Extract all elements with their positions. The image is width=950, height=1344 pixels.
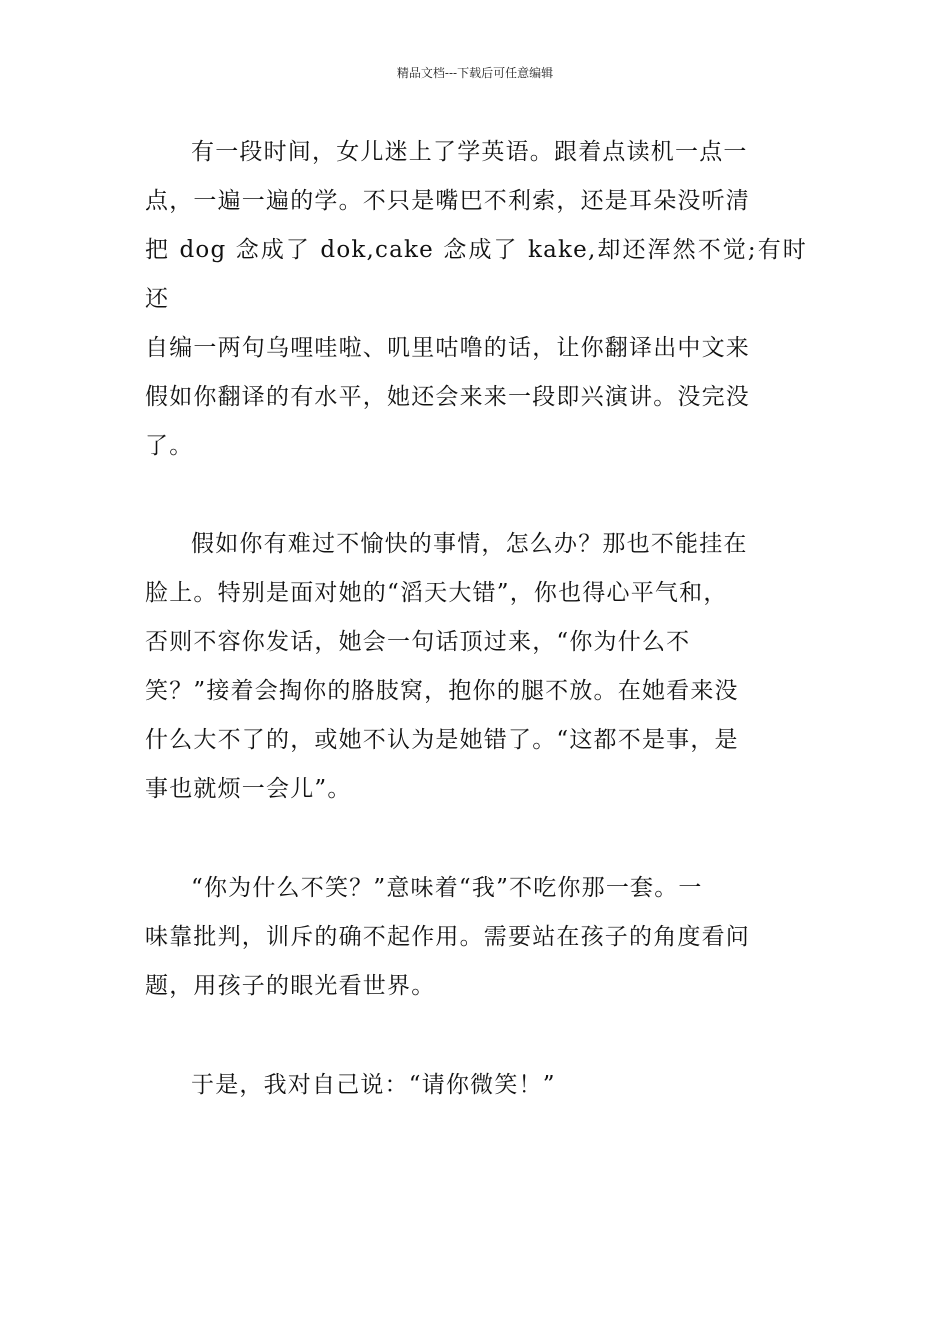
paragraph-english-learning: 有一段时间，女儿迷上了学英语。跟着点读机一点一 点，一遍一遍的学。不只是嘴巴不利索，还是耳朵没听清 把 dog 念成了 dok,cake 念成了 kake,却还浑然不觉;有时还 自编一两句乌哩哇啦、叽里咕噜的话，让你翻译出中文来 假如你翻译的有水平，她还会来来一段即兴演讲。没完没 了。: [145, 139, 807, 459]
document-body: [145, 128, 807, 1110]
paragraph-please-smile: 于是，我对自己说：“请你微笑！”: [191, 1072, 556, 1098]
paragraph-child-perspective: “你为什么不笑？”意味着“我”不吃你那一套。一 味靠批判，训斥的确不起作用。需要站在孩子的角度看问 题，用孩子的眼光看世界。: [145, 875, 750, 999]
page-header: 精品文档---下载后可任意编辑: [396, 66, 554, 80]
paragraph-why-not-smile: 假如你有难过不愉快的事情，怎么办？那也不能挂在 脸上。特别是面对她的“滔天大错”，你也得心平气和， 否则不容你发话，她会一句话顶过来，“你为什么不 笑？”接着会掏你的胳肢窝，抱你的腿不放。在她看来没 什么大不了的，或她不认为是她错了。“这都不是事，是 事也就烦一会儿”。: [145, 531, 748, 802]
